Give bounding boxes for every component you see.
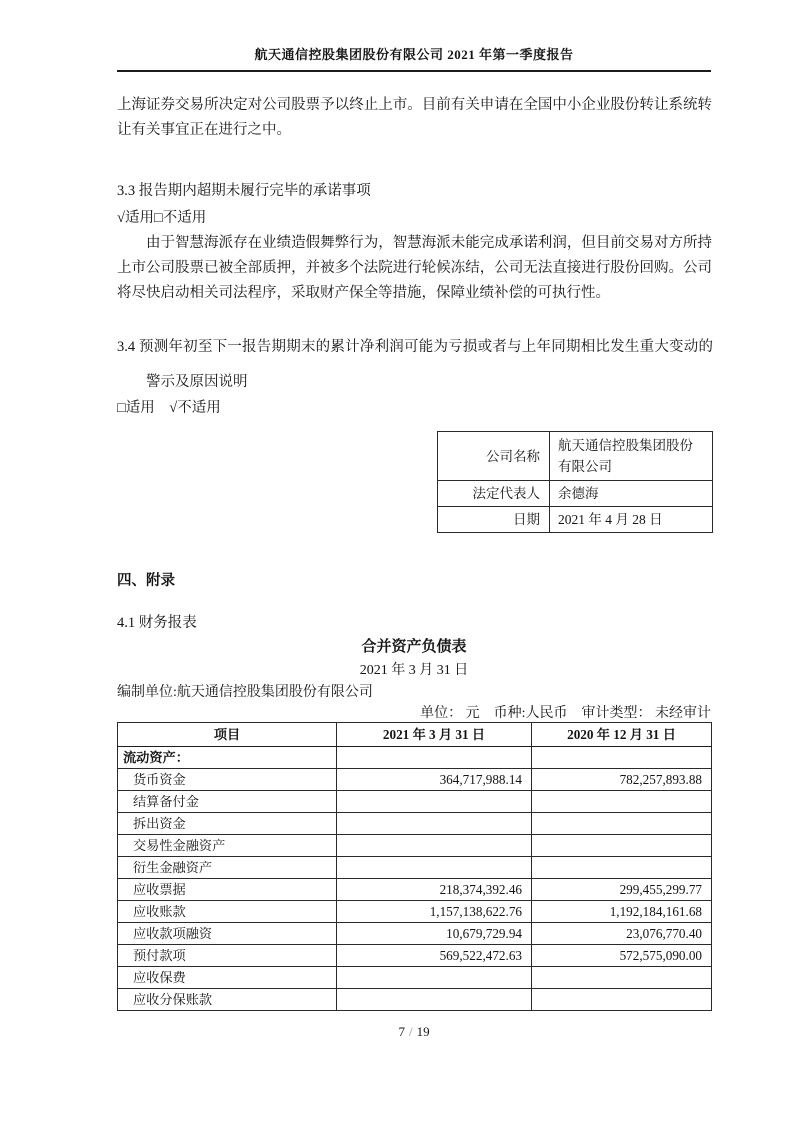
prior-period-value-cell — [532, 813, 712, 835]
balance-sheet-row — [118, 923, 712, 945]
item-cell: 应收保费 — [118, 967, 337, 989]
balance-sheet-row — [118, 813, 712, 835]
signature-label-cell: 日期 — [438, 507, 550, 533]
current-period-value-cell: 364,717,988.14 — [337, 769, 532, 791]
balance-sheet-table — [117, 722, 712, 1011]
item-cell: 拆出资金 — [118, 813, 337, 835]
section-3-3-applicability: √适用□不适用 — [117, 210, 207, 226]
page-number-total: 19 — [416, 1024, 430, 1039]
balance-sheet-row — [118, 769, 712, 791]
current-period-value-cell — [337, 835, 532, 857]
balance-sheet-header-row — [118, 723, 712, 747]
appendix-heading: 四、附录 — [117, 573, 175, 589]
section-3-3-heading: 3.3 报告期内超期未履行完毕的承诺事项 — [117, 183, 371, 199]
signature-table-row — [438, 432, 713, 481]
column-header-current-period: 2021 年 3 月 31 日 — [337, 723, 532, 747]
prior-period-value-cell: 572,575,090.00 — [532, 945, 712, 967]
balance-sheet-row — [118, 901, 712, 923]
balance-sheet-row — [118, 835, 712, 857]
current-period-value-cell — [337, 747, 532, 769]
current-period-value-cell: 1,157,138,622.76 — [337, 901, 532, 923]
current-period-value-cell: 10,679,729.94 — [337, 923, 532, 945]
balance-sheet-date: 2021 年 3 月 31 日 — [359, 663, 469, 678]
signature-table-container — [437, 431, 713, 533]
header-rule — [117, 70, 711, 72]
current-period-value-cell: 569,522,472.63 — [337, 945, 532, 967]
signature-value-cell: 余德海 — [550, 481, 713, 507]
signature-table-row — [438, 507, 713, 533]
item-cell: 交易性金融资产 — [118, 835, 337, 857]
balance-sheet-table-container — [117, 722, 712, 1011]
balance-sheet-prepared-by: 编制单位:航天通信控股集团股份有限公司 — [117, 685, 373, 700]
prior-period-value-cell: 23,076,770.40 — [532, 923, 712, 945]
page-number-separator: / — [408, 1024, 413, 1039]
item-cell: 流动资产： — [118, 747, 337, 769]
prior-period-value-cell — [532, 791, 712, 813]
current-period-value-cell — [337, 989, 532, 1011]
balance-sheet-row — [118, 791, 712, 813]
signature-value-cell: 2021 年 4 月 28 日 — [550, 507, 713, 533]
prior-period-value-cell: 299,455,299.77 — [532, 879, 712, 901]
section-3-4-applicability: □适用 √不适用 — [117, 400, 221, 416]
balance-sheet-title: 合并资产负债表 — [361, 639, 467, 655]
current-period-value-cell — [337, 813, 532, 835]
item-cell: 衍生金融资产 — [118, 857, 337, 879]
balance-sheet-meta: 单位： 元 币种:人民币 审计类型： 未经审计 — [420, 706, 711, 721]
item-cell: 应收票据 — [118, 879, 337, 901]
current-period-value-cell — [337, 791, 532, 813]
column-header-prior-period: 2020 年 12 月 31 日 — [532, 723, 712, 747]
page-footer — [117, 1024, 711, 1040]
current-period-value-cell: 218,374,392.46 — [337, 879, 532, 901]
item-cell: 应收账款 — [118, 901, 337, 923]
signature-table-row — [438, 481, 713, 507]
current-period-value-cell — [337, 967, 532, 989]
page-number-current: 7 — [398, 1024, 405, 1039]
balance-sheet-row — [118, 857, 712, 879]
balance-sheet-row — [118, 747, 712, 769]
financial-statements-heading: 4.1 财务报表 — [117, 615, 197, 631]
item-cell: 应收分保账款 — [118, 989, 337, 1011]
section-3-4-heading: 3.4 预测年初至下一报告期期末的累计净利润可能为亏损或者与上年同期相比发生重大变动的警示及原因说明 — [117, 339, 713, 390]
section-3-3-paragraph: 由于智慧海派存在业绩造假舞弊行为，智慧海派未能完成承诺利润，但目前交易对方所持上市公司股票已被全部质押，并被多个法院进行轮候冻结，公司无法直接进行股份回购。公司将尽快启动相关司法程序，采取财产保全等措施，保障业绩补偿的可执行性。 — [117, 235, 712, 301]
prior-period-value-cell — [532, 747, 712, 769]
prior-period-value-cell — [532, 967, 712, 989]
balance-sheet-row — [118, 945, 712, 967]
signature-table — [437, 431, 713, 533]
intro-paragraph: 上海证券交易所决定对公司股票予以终止上市。目前有关申请在全国中小企业股份转让系统转让有关事宜正在进行之中。 — [117, 97, 712, 138]
item-cell: 结算备付金 — [118, 791, 337, 813]
item-cell: 预付款项 — [118, 945, 337, 967]
signature-label-cell: 公司名称 — [438, 432, 550, 481]
item-cell: 应收款项融资 — [118, 923, 337, 945]
prior-period-value-cell — [532, 857, 712, 879]
balance-sheet-row — [118, 967, 712, 989]
item-cell: 货币资金 — [118, 769, 337, 791]
signature-label-cell: 法定代表人 — [438, 481, 550, 507]
prior-period-value-cell: 1,192,184,161.68 — [532, 901, 712, 923]
balance-sheet-row — [118, 989, 712, 1011]
prior-period-value-cell — [532, 989, 712, 1011]
signature-value-cell: 航天通信控股集团股份有限公司 — [550, 432, 713, 481]
column-header-item: 项目 — [118, 723, 337, 747]
current-period-value-cell — [337, 857, 532, 879]
prior-period-value-cell — [532, 835, 712, 857]
balance-sheet-row — [118, 879, 712, 901]
report-header-title: 航天通信控股集团股份有限公司 2021 年第一季度报告 — [254, 47, 574, 62]
prior-period-value-cell: 782,257,893.88 — [532, 769, 712, 791]
